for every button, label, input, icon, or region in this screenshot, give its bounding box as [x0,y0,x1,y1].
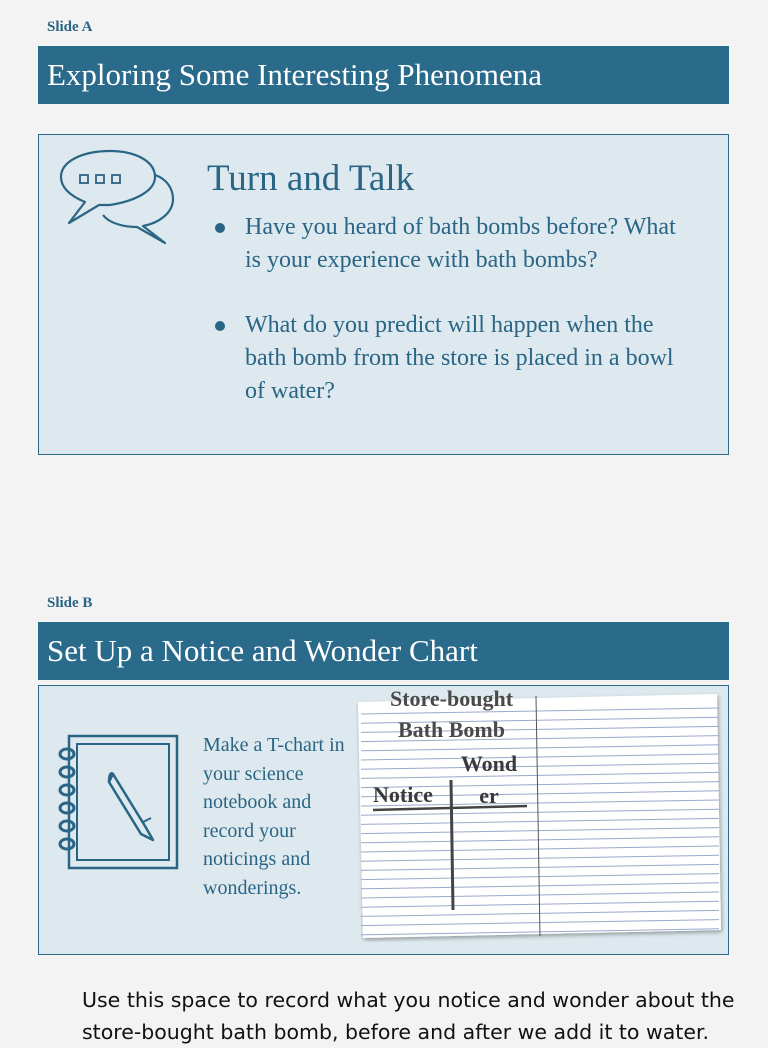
question-bullet: Have you heard of bath bombs before? What is your experience with bath bombs? [207,211,687,277]
speech-bubbles-icon [55,147,177,247]
t-chart-wonder-header: Wonder [460,751,518,808]
slide-a-title: Exploring Some Interesting Phenomena [38,46,729,104]
question-bullet: What do you predict will happen when the bath bomb from the store is placed in a bowl of water? [207,309,687,408]
footer-instruction: Use this space to record what you notice and wonder about the store-bought bath bomb, before and after we add it to water. [82,988,735,1044]
turn-and-talk-panel [38,134,729,455]
slide-a-label: Slide A [47,19,93,35]
turn-and-talk-heading: Turn and Talk [207,158,415,199]
slide-b-title: Set Up a Notice and Wonder Chart [38,622,729,680]
t-chart-title: Store-bought Bath Bomb [389,686,514,742]
t-chart-instruction: Make a T-chart in your science notebook and record your noticings and wonderings. [203,734,345,899]
t-chart-notice-header: Notice [373,782,433,807]
notebook-pencil-icon [47,730,183,876]
slide-b-label: Slide B [47,595,93,611]
discussion-questions [207,211,687,408]
